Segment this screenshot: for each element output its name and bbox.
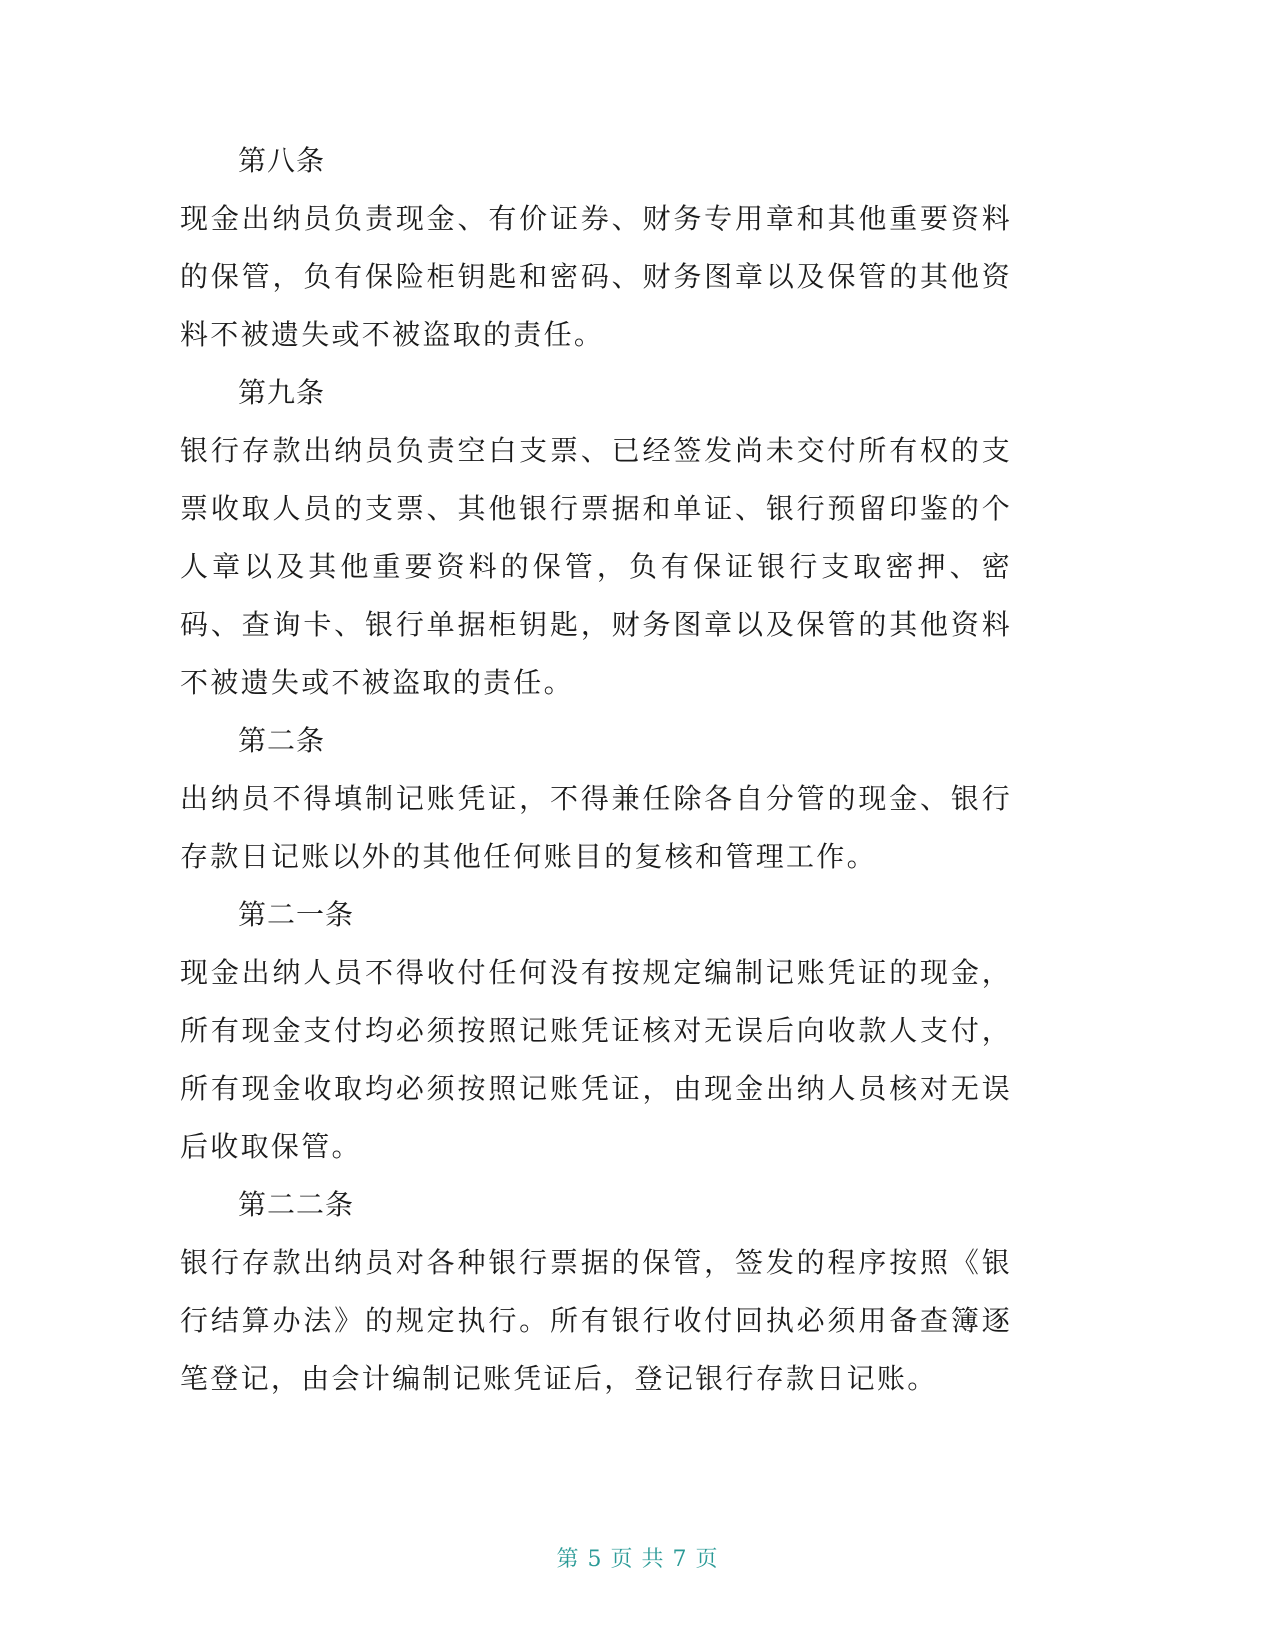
article-text: 银行存款出纳员负责空白支票、已经签发尚未交付所有权的支票收取人员的支票、其他银行票据和单证、银行预留印鉴的个人章以及其他重要资料的保管，负有保证银行支取密押、密码、查询卡、银行单据柜钥匙，财务图章以及保管的其他资料不被遗失或不被盗取的责任。 <box>180 434 1012 699</box>
document-body <box>180 132 1012 1408</box>
article-text: 现金出纳员负责现金、有价证券、财务专用章和其他重要资料的保管，负有保险柜钥匙和密码、财务图章以及保管的其他资料不被遗失或不被盗取的责任。 <box>180 202 1012 351</box>
article-22 <box>180 1176 1012 1408</box>
article-heading: 第二二条 <box>238 1188 355 1221</box>
article-heading: 第二一条 <box>238 898 355 931</box>
article-text: 现金出纳人员不得收付任何没有按规定编制记账凭证的现金，所有现金支付均必须按照记账凭证核对无误后向收款人支付，所有现金收取均必须按照记账凭证，由现金出纳人员核对无误后收取保管。 <box>180 956 1012 1163</box>
page-number-footer: 第 5 页 共 7 页 <box>556 1547 719 1572</box>
article-8 <box>180 132 1012 364</box>
article-text: 银行存款出纳员对各种银行票据的保管，签发的程序按照《银行结算办法》的规定执行。所有银行收付回执必须用备查簿逐笔登记，由会计编制记账凭证后，登记银行存款日记账。 <box>180 1246 1012 1395</box>
article-9 <box>180 364 1012 712</box>
article-heading: 第八条 <box>238 144 326 177</box>
article-text: 出纳员不得填制记账凭证，不得兼任除各自分管的现金、银行存款日记账以外的其他任何账目的复核和管理工作。 <box>180 782 1012 873</box>
article-21 <box>180 886 1012 1176</box>
article-heading: 第九条 <box>238 376 326 409</box>
article-20 <box>180 712 1012 886</box>
article-heading: 第二条 <box>238 724 326 757</box>
